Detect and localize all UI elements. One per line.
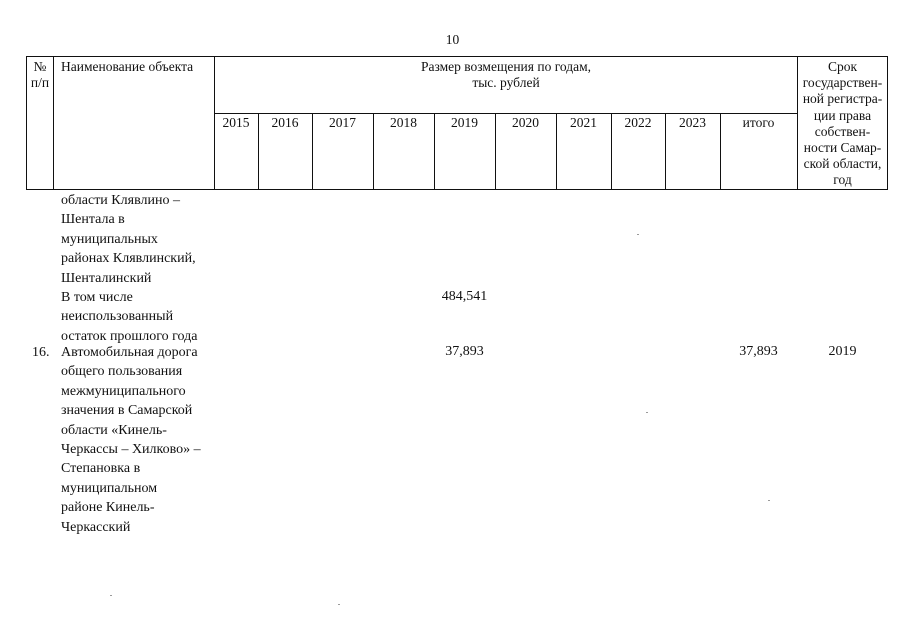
- year-2022: 2022: [624, 115, 652, 130]
- col-divider: [53, 56, 54, 190]
- years-row-border: [214, 113, 798, 114]
- year-2019: 2019: [451, 115, 478, 130]
- item-16-registration-year: 2019: [828, 344, 857, 359]
- continuation-text: области Клявлино – Шентала в муниципальных районах Клявлинский, Шенталинский: [61, 193, 196, 286]
- page-number: 10: [445, 32, 460, 47]
- item-16-name: Автомобильная дорога общего пользования межмуниципального значения в Самарской области «Кинель- Черкассы – Хилково» – Степановка в муниципальном районе Кинель- Черкасский: [61, 345, 201, 535]
- year-total: итого: [742, 115, 775, 130]
- header-reimbursement-label: Размер возмещения по годам, тыс. рублей: [420, 59, 592, 90]
- header-registration-label: Срок государствен- ной регистра- ции права собствен- ности Самар- ской области, год: [802, 59, 883, 188]
- year-2021: 2021: [570, 115, 597, 130]
- scan-speck: [110, 595, 112, 596]
- year-2020: 2020: [512, 115, 539, 130]
- year-2023: 2023: [679, 115, 706, 130]
- header-name-label: Наименование объекта: [61, 59, 194, 74]
- scan-speck: [338, 604, 340, 605]
- item-16-value-2019: 37,893: [445, 344, 484, 359]
- including-text: В том числе неиспользованный остаток прошлого года: [61, 290, 198, 344]
- including-value-2019: 484,541: [441, 289, 488, 304]
- item-16-total: 37,893: [739, 344, 778, 359]
- header-number-label: № п/п: [30, 59, 50, 90]
- item-16-number: 16.: [32, 345, 50, 360]
- table-right-border: [887, 56, 888, 190]
- year-2018: 2018: [390, 115, 417, 130]
- scan-speck: [637, 234, 639, 235]
- year-2015: 2015: [222, 115, 250, 130]
- year-2016: 2016: [271, 115, 299, 130]
- table-top-border: [26, 56, 888, 57]
- year-2017: 2017: [329, 115, 356, 130]
- table-bottom-border: [26, 189, 888, 190]
- scan-speck: [646, 412, 648, 413]
- scan-speck: [768, 500, 770, 501]
